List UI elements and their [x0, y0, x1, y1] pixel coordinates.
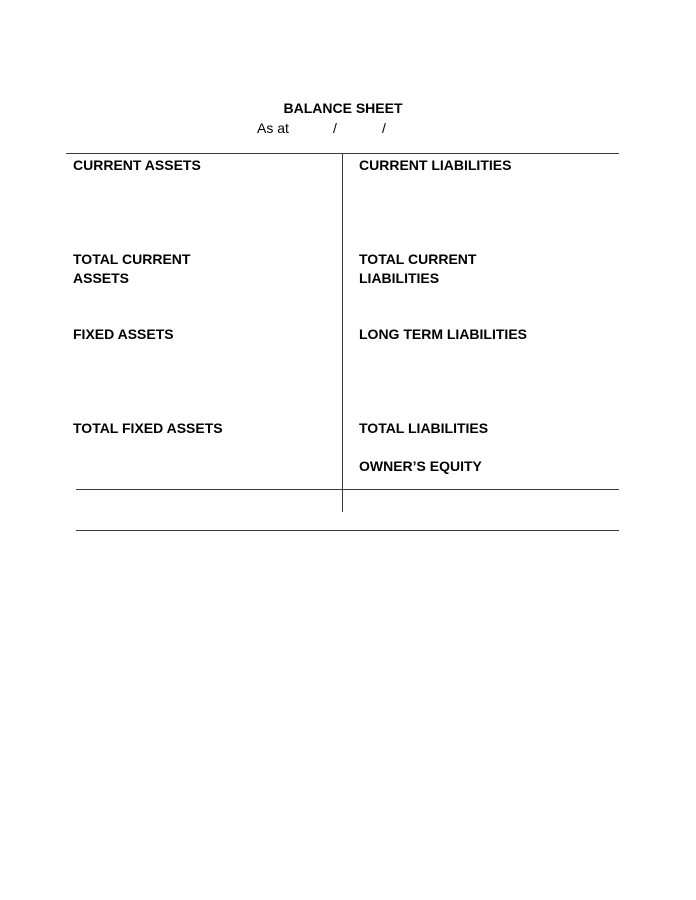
bottom-rule: [76, 530, 619, 531]
owners-equity-label: OWNER’S EQUITY: [359, 458, 482, 474]
long-term-liabilities-heading: LONG TERM LIABILITIES: [359, 326, 527, 342]
date-separator: /: [382, 120, 386, 136]
date-separator: /: [333, 120, 337, 136]
total-current-liabilities-label: LIABILITIES: [359, 270, 440, 286]
total-current-assets-label: TOTAL CURRENT: [73, 251, 191, 267]
total-fixed-assets-label: TOTAL FIXED ASSETS: [73, 420, 223, 436]
total-liabilities-label: TOTAL LIABILITIES: [359, 420, 489, 436]
totals-rule: [76, 489, 619, 490]
current-assets-heading: CURRENT ASSETS: [73, 157, 201, 173]
total-current-assets-label: ASSETS: [73, 270, 130, 286]
balance-sheet-title: BALANCE SHEET: [283, 100, 403, 116]
as-at-label: As at: [257, 120, 289, 136]
total-current-liabilities-label: TOTAL CURRENT: [359, 251, 477, 267]
fixed-assets-heading: FIXED ASSETS: [73, 326, 174, 342]
column-divider: [342, 153, 343, 512]
current-liabilities-heading: CURRENT LIABILITIES: [359, 157, 512, 173]
